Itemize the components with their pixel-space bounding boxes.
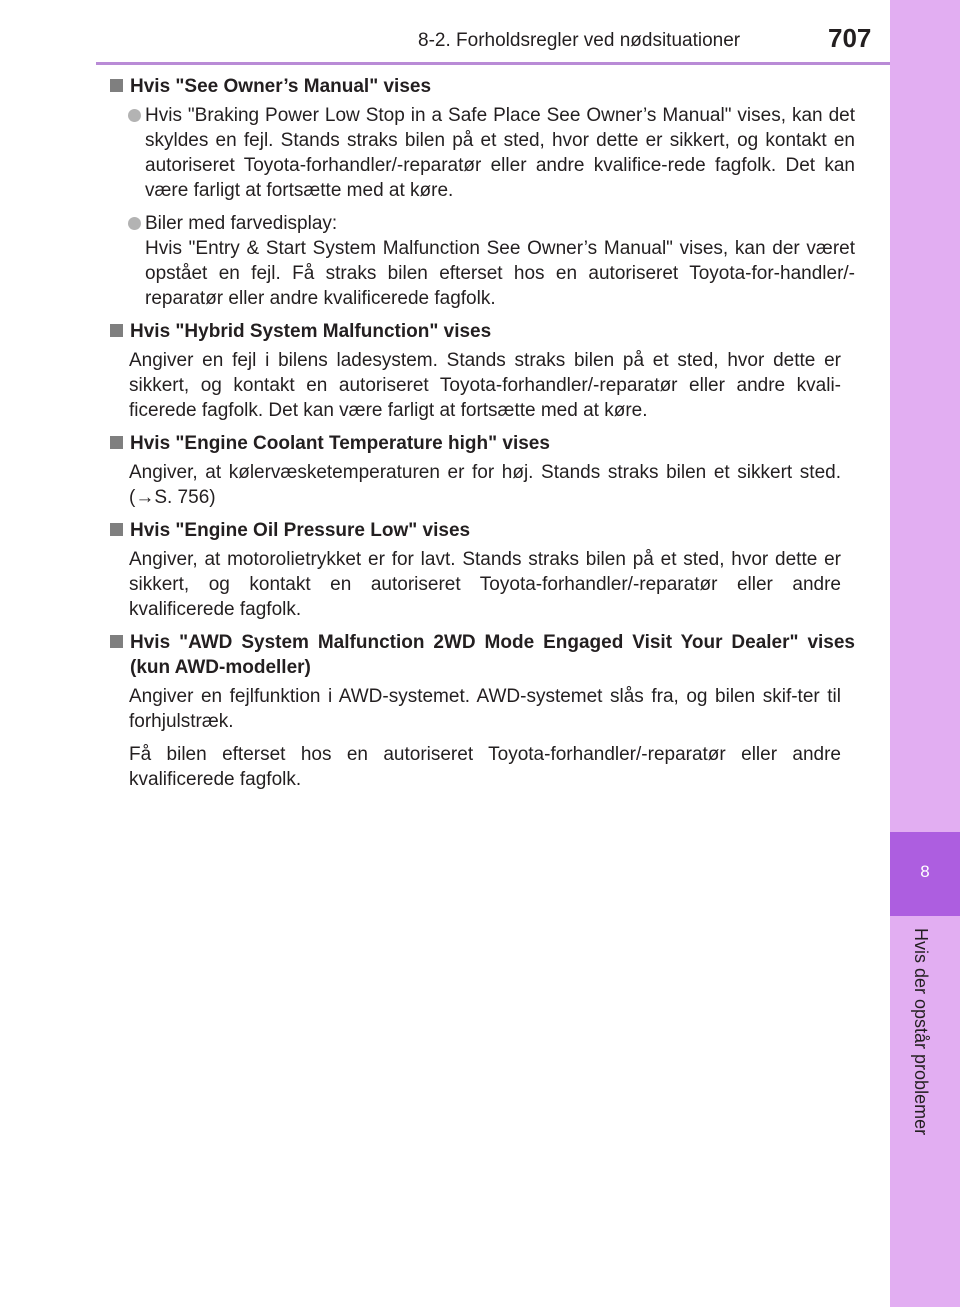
section-awd-system-malfunction [110,630,855,792]
square-bullet-icon [110,436,123,449]
section-paragraph: Angiver, at motorolietrykket er for lavt. Stands straks bilen på et sted, hvor dette er sikkert, og kontakt en autoriseret Toyota-forhandler/-reparatør eller andre kvalificerede fagfolk. [129,549,841,620]
header-rule [96,62,890,65]
section-hybrid-system-malfunction [110,319,855,423]
section-heading: Hvis "Engine Coolant Temperature high" vises [110,431,855,456]
square-bullet-icon [110,79,123,92]
section-paragraph: Angiver, at kølervæsketemperaturen er for høj. Stands straks bilen et sikkert sted. (→S. 756) [129,462,841,508]
circle-bullet-icon [128,217,141,230]
section-heading: Hvis "AWD System Malfunction 2WD Mode Engaged Visit Your Dealer" vises (kun AWD-modeller) [110,630,855,680]
square-bullet-icon [110,523,123,536]
chapter-title: Hvis der opstår problemer [911,928,931,1136]
square-bullet-icon [110,324,123,337]
section-heading: Hvis "Engine Oil Pressure Low" vises [110,518,855,543]
chapter-number: 8 [920,862,930,881]
section-heading: Hvis "See Owner’s Manual" vises [110,74,855,99]
square-bullet-icon [110,635,123,648]
page-number: 707 [828,23,872,53]
section-see-owners-manual [110,74,855,311]
section-paragraph: Få bilen efterset hos en autoriseret Toyota-forhandler/-reparatør eller andre kvalificerede fagfolk. [129,744,841,790]
section-title: 8-2. Forholdsregler ved nødsituationer [418,30,741,51]
list-item: Biler med farvedisplay: Hvis "Entry & Start System Malfunction See Owner’s Manual" vises, kan der været opstået en fejl. Få straks bilen efterset hos en autoriseret Toyota-for-handler/-reparatør eller andre kvalificerede fagfolk. [110,211,855,311]
section-engine-oil-pressure [110,518,855,622]
list-item: Hvis "Braking Power Low Stop in a Safe Place See Owner’s Manual" vises, kan det skyldes en fejl. Stands straks bilen på et sted, hvor dette er sikkert, og kontakt en autoriseret Toyota-forhandler/-reparatør eller andre kvalifice-rede fagfolk. Det kan være farligt at fortsætte med at køre. [110,103,855,203]
section-engine-coolant-temperature [110,431,855,510]
circle-bullet-icon [128,109,141,122]
section-paragraph: Angiver en fejl i bilens ladesystem. Stands straks bilen på et sted, hvor dette er sikkert, og kontakt en autoriseret Toyota-forhandler/-reparatør eller andre kvali-ficerede fagfolk. Det kan være farligt at fortsætte med at køre. [129,350,841,421]
section-heading: Hvis "Hybrid System Malfunction" vises [110,319,855,344]
section-paragraph: Angiver en fejlfunktion i AWD-systemet. AWD-systemet slås fra, og bilen skif-ter til forhjulstræk. [129,686,841,732]
page-content [110,74,855,800]
